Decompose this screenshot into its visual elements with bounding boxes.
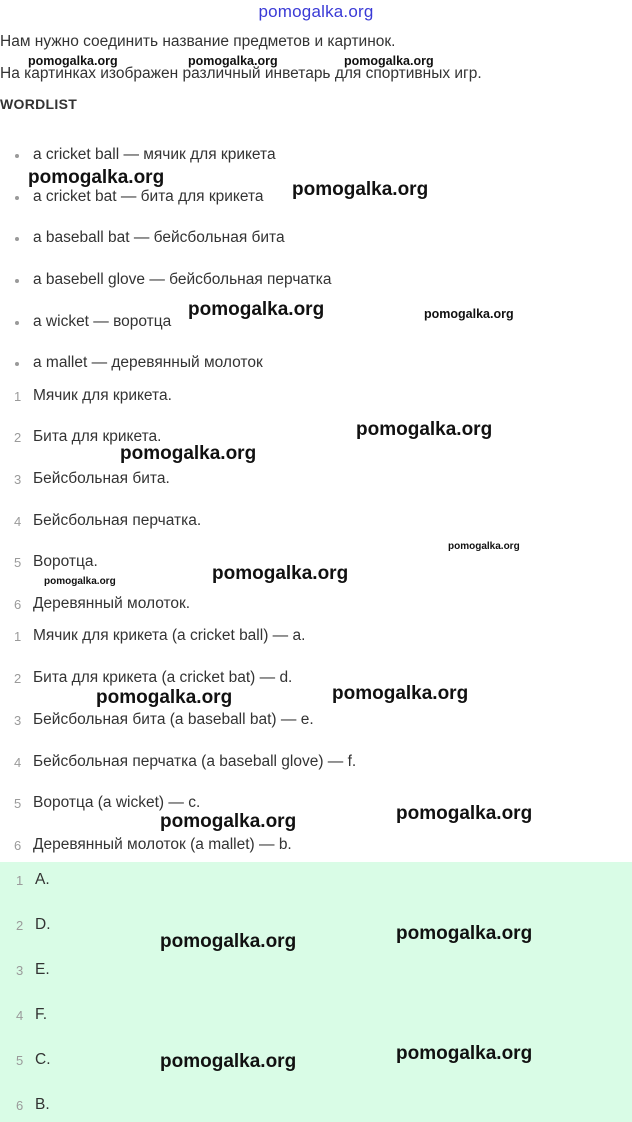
- wordlist-item: [0, 354, 632, 374]
- watermark: pomogalka.org: [424, 307, 514, 321]
- match-item: [0, 669, 632, 689]
- watermark: pomogalka.org: [188, 299, 325, 320]
- item-number: 1: [16, 873, 24, 888]
- match-item: [0, 627, 632, 647]
- answers-panel: [0, 862, 632, 1122]
- watermark: pomogalka.org: [96, 687, 233, 708]
- answer-row: [0, 871, 632, 891]
- answer-row: [0, 1051, 632, 1071]
- wordlist-item-text: a mallet — деревянный молоток: [33, 354, 263, 371]
- watermark: pomogalka.org: [160, 811, 297, 832]
- watermark: pomogalka.org: [44, 576, 116, 587]
- answer-letter: E.: [35, 961, 50, 978]
- translation-item: [0, 470, 632, 490]
- watermark: pomogalka.org: [120, 443, 257, 464]
- watermark: pomogalka.org: [344, 54, 434, 68]
- item-number: 4: [14, 755, 22, 770]
- watermark: pomogalka.org: [396, 923, 533, 944]
- match-text: Бейсбольная перчатка (a baseball glove) — f.: [33, 753, 357, 770]
- match-text: Бейсбольная бита (a baseball bat) — e.: [33, 711, 314, 728]
- answer-row: [0, 961, 632, 981]
- bullet-icon: [15, 237, 19, 241]
- watermark: pomogalka.org: [448, 541, 520, 552]
- item-number: 2: [14, 671, 22, 686]
- item-number: 2: [16, 918, 24, 933]
- answer-letter: C.: [35, 1051, 51, 1068]
- match-text: Деревянный молоток (a mallet) — b.: [33, 836, 292, 853]
- bullet-icon: [15, 321, 19, 325]
- match-item: [0, 836, 632, 856]
- watermark: pomogalka.org: [188, 54, 278, 68]
- translation-text: Деревянный молоток.: [33, 595, 191, 612]
- answer-row: [0, 1096, 632, 1116]
- answer-row: [0, 1006, 632, 1026]
- answer-letter: D.: [35, 916, 51, 933]
- translation-item: [0, 428, 632, 448]
- intro-line-2: На картинках изображен различный инветарь для спортивных игр.: [0, 65, 482, 82]
- answer-letter: A.: [35, 871, 50, 888]
- watermark: pomogalka.org: [396, 1043, 533, 1064]
- match-item: [0, 711, 632, 731]
- translation-text: Бейсбольная бита.: [33, 470, 170, 487]
- item-number: 5: [14, 555, 22, 570]
- item-number: 6: [16, 1098, 24, 1113]
- item-number: 5: [16, 1053, 24, 1068]
- wordlist-item: [0, 229, 632, 249]
- wordlist-item-text: a basebell glove — бейсбольная перчатка: [33, 271, 332, 288]
- wordlist-item-text: a cricket ball — мячик для крикета: [33, 146, 276, 163]
- wordlist-title: WORDLIST: [0, 96, 78, 112]
- answer-letter: B.: [35, 1096, 50, 1113]
- bullet-icon: [15, 154, 19, 158]
- watermark: pomogalka.org: [160, 1051, 297, 1072]
- bullet-icon: [15, 279, 19, 283]
- item-number: 1: [14, 629, 22, 644]
- watermark: pomogalka.org: [160, 931, 297, 952]
- translation-text: Воротца.: [33, 553, 98, 570]
- item-number: 5: [14, 796, 22, 811]
- item-number: 4: [16, 1008, 24, 1023]
- translation-text: Мячик для крикета.: [33, 387, 172, 404]
- watermark: pomogalka.org: [292, 179, 429, 200]
- wordlist-item-text: a cricket bat — бита для крикета: [33, 188, 264, 205]
- translation-item: [0, 387, 632, 407]
- wordlist-item-text: a baseball bat — бейсбольная бита: [33, 229, 285, 246]
- translation-item: [0, 512, 632, 532]
- answer-row: [0, 916, 632, 936]
- watermark: pomogalka.org: [356, 419, 493, 440]
- wordlist-item-text: a wicket — воротца: [33, 313, 172, 330]
- answer-letter: F.: [35, 1006, 48, 1023]
- match-text: Воротца (a wicket) — c.: [33, 794, 201, 811]
- wordlist-item: [0, 146, 632, 166]
- match-text: Бита для крикета (a cricket bat) — d.: [33, 669, 293, 686]
- watermark: pomogalka.org: [28, 54, 118, 68]
- item-number: 4: [14, 514, 22, 529]
- translation-text: Бита для крикета.: [33, 428, 162, 445]
- site-header[interactable]: pomogalka.org: [258, 2, 374, 21]
- item-number: 6: [14, 838, 22, 853]
- match-item: [0, 794, 632, 814]
- item-number: 3: [14, 472, 22, 487]
- translation-text: Бейсбольная перчатка.: [33, 512, 202, 529]
- item-number: 1: [14, 389, 22, 404]
- match-text: Мячик для крикета (a cricket ball) — a.: [33, 627, 306, 644]
- translation-item: [0, 595, 632, 615]
- watermark: pomogalka.org: [28, 167, 165, 188]
- wordlist-item: [0, 271, 632, 291]
- item-number: 2: [14, 430, 22, 445]
- bullet-icon: [15, 196, 19, 200]
- watermark: pomogalka.org: [332, 683, 469, 704]
- item-number: 6: [14, 597, 22, 612]
- watermark: pomogalka.org: [396, 803, 533, 824]
- item-number: 3: [16, 963, 24, 978]
- intro-line-1: Нам нужно соединить название предметов и картинок.: [0, 33, 396, 50]
- watermark: pomogalka.org: [212, 563, 349, 584]
- bullet-icon: [15, 362, 19, 366]
- match-item: [0, 753, 632, 773]
- item-number: 3: [14, 713, 22, 728]
